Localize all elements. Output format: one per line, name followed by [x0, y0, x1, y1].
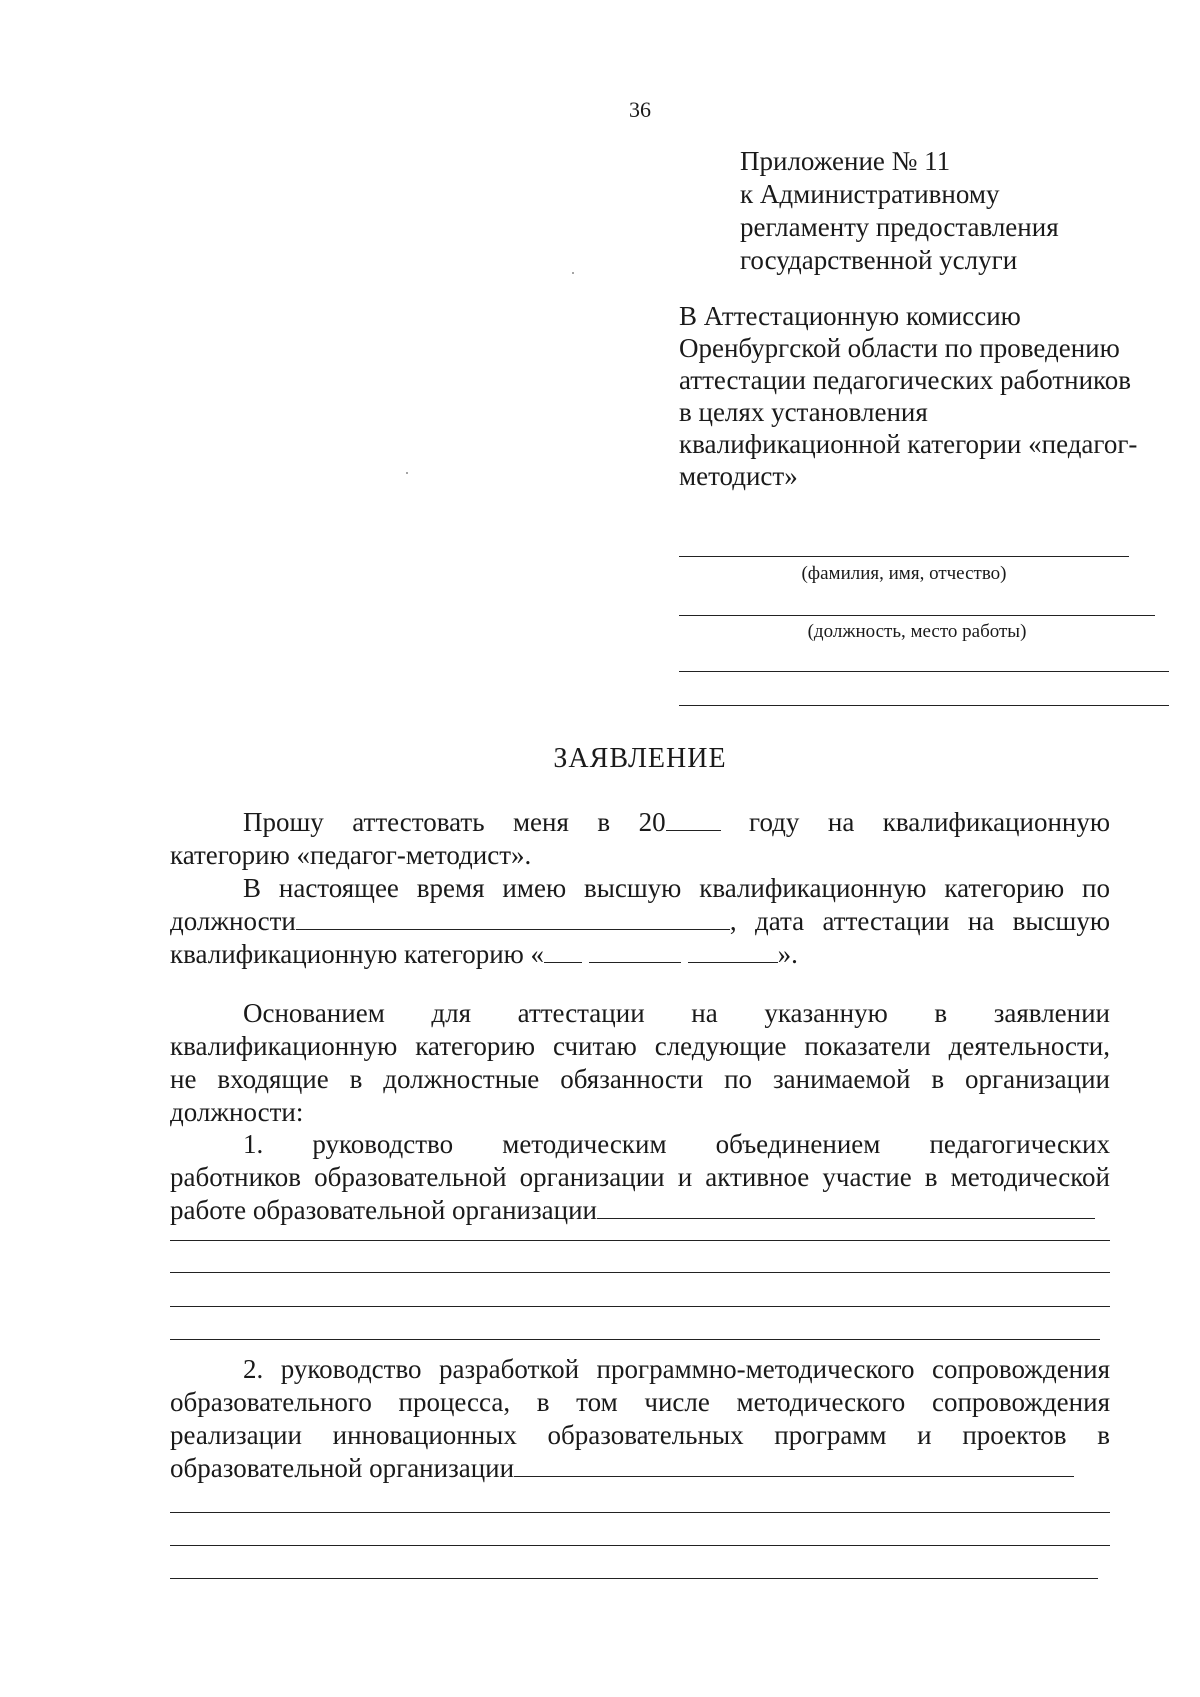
- text-line: квалификационную категорию считаю следующие показатели деятельности,: [170, 1031, 1110, 1061]
- scan-speck: [406, 472, 408, 474]
- document-title: ЗАЯВЛЕНИЕ: [553, 743, 727, 774]
- position-field-line[interactable]: [679, 615, 1155, 616]
- position-caption: (должность, место работы): [807, 621, 1027, 642]
- text-line: образовательного процесса, в том числе методического сопровождения: [170, 1387, 1110, 1417]
- text-line: должности , дата аттестации на высшую: [170, 906, 1110, 936]
- scan-speck: [572, 272, 574, 274]
- text-line: квалификационную категорию « ».: [170, 939, 798, 969]
- item-2-extra-line[interactable]: [170, 1545, 1110, 1546]
- item-1-field[interactable]: [597, 1196, 1095, 1219]
- item-2-extra-line[interactable]: [170, 1512, 1110, 1513]
- fio-field-line[interactable]: [679, 556, 1129, 557]
- fio-caption: (фамилия, имя, отчество): [801, 563, 1007, 584]
- workplace-field-line[interactable]: [679, 671, 1169, 672]
- addressee-line: в целях установления: [679, 397, 928, 427]
- text-line: работе образовательной организации: [170, 1194, 1110, 1227]
- addressee-line: В Аттестационную комиссию: [679, 301, 1021, 331]
- text-line: должности:: [170, 1097, 304, 1127]
- item-1-extra-line[interactable]: [170, 1240, 1110, 1241]
- text-line: 2. руководство разработкой программно-методического сопровождения: [243, 1354, 1110, 1384]
- text-line: образовательной организации: [170, 1452, 1110, 1485]
- addressee-line: квалификационной категории «педагог-: [679, 429, 1138, 459]
- item-2-extra-line[interactable]: [170, 1578, 1098, 1579]
- appendix-line: государственной услуги: [740, 245, 1018, 275]
- text-line: Прошу аттестовать меня в 20 году на квалификационную: [243, 807, 1111, 837]
- addressee-line: методист»: [679, 461, 798, 491]
- appendix-block: [740, 145, 1059, 277]
- addressee-line: аттестации педагогических работников: [679, 365, 1132, 395]
- text-line: Основанием для аттестации на указанную в заявлении: [243, 998, 1110, 1028]
- appendix-line: регламенту предоставления: [740, 212, 1059, 242]
- appendix-line: к Административному: [740, 179, 1000, 209]
- text-line: 1. руководство методическим объединением педагогических: [243, 1129, 1110, 1159]
- item-1-extra-line[interactable]: [170, 1339, 1100, 1340]
- text-line: реализации инновационных образовательных программ и проектов в: [170, 1420, 1110, 1450]
- paragraph-basis: [170, 997, 1110, 1129]
- appendix-line: Приложение № 11: [740, 146, 951, 176]
- addressee-block: [679, 300, 1199, 492]
- workplace-field-line[interactable]: [679, 705, 1169, 706]
- position-name-field[interactable]: [296, 907, 730, 930]
- text-line: В настоящее время имею высшую квалификационную категорию по: [243, 873, 1110, 903]
- item-2: [170, 1353, 1110, 1485]
- page-number: 36: [629, 97, 651, 122]
- item-1-extra-line[interactable]: [170, 1272, 1110, 1273]
- date-day-field[interactable]: [544, 940, 582, 963]
- text-line: не входящие в должностные обязанности по занимаемой в организации: [170, 1064, 1110, 1094]
- item-1-extra-line[interactable]: [170, 1306, 1110, 1307]
- item-1: [170, 1128, 1110, 1227]
- date-month-field[interactable]: [589, 940, 681, 963]
- addressee-line: Оренбургской области по проведению: [679, 333, 1120, 363]
- text-line: работников образовательной организации и активное участие в методической: [170, 1162, 1110, 1192]
- date-year-field[interactable]: [688, 940, 778, 963]
- item-2-field[interactable]: [514, 1454, 1074, 1477]
- year-field[interactable]: [666, 808, 721, 831]
- text-line: категорию «педагог-методист».: [170, 840, 532, 870]
- paragraph-current-category: [170, 872, 1110, 971]
- paragraph-request: [170, 806, 1110, 872]
